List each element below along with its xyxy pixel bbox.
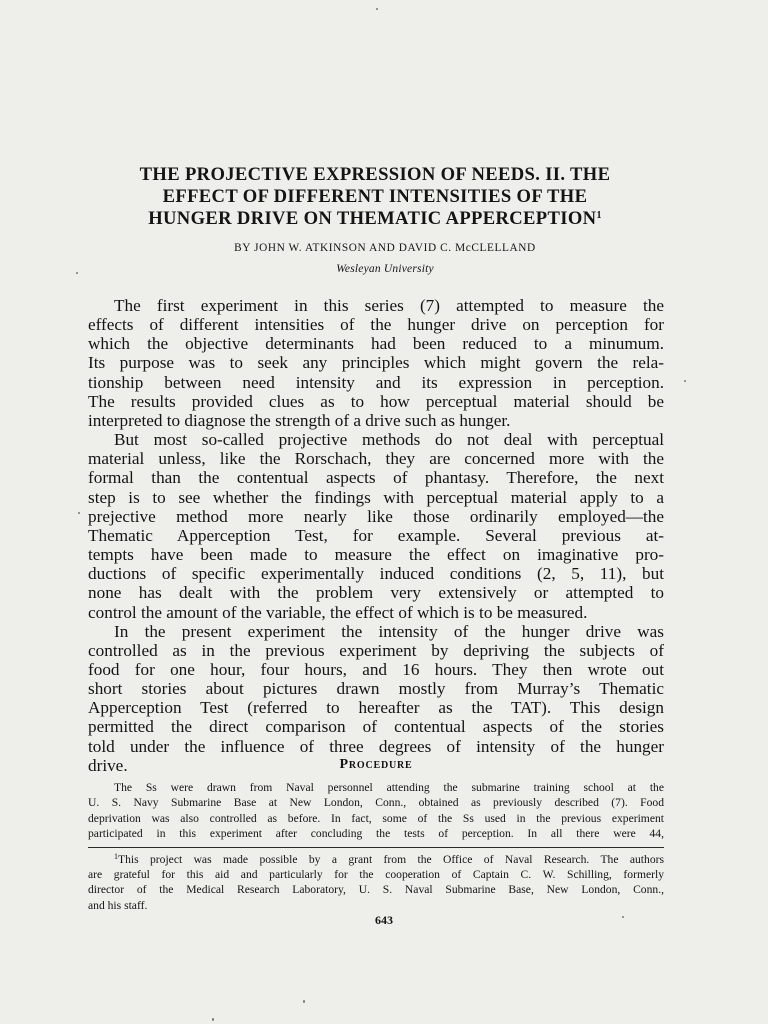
section-heading: Procedure bbox=[339, 757, 413, 772]
body-line: Apperception Test (referred to hereafter as the TAT). This design bbox=[88, 698, 664, 718]
title-line bbox=[80, 208, 670, 230]
scan-speck bbox=[78, 512, 80, 514]
body-line: But most so-called projective methods do not deal with perceptual bbox=[114, 430, 664, 450]
body-line: Thematic Apperception Test, for example. Several previous at- bbox=[88, 525, 664, 545]
body-line: short stories about pictures drawn mostly from Murray’s Thematic bbox=[88, 679, 664, 699]
procedure-line: deprivation was also controlled as before. In fact, some of the Ss used in the previous experiment bbox=[88, 811, 664, 825]
title-line: EFFECT OF DIFFERENT INTENSITIES OF THE bbox=[162, 186, 588, 207]
body-line: which the objective determinants had been reduced to a minumum. bbox=[88, 334, 664, 354]
body-line: food for one hour, four hours, and 16 hours. They then wrote out bbox=[88, 659, 664, 679]
author-affiliation: Wesleyan University bbox=[336, 263, 434, 275]
footnote-marker: 1 bbox=[114, 852, 118, 861]
body-line: drive. bbox=[88, 755, 128, 775]
body-line: control the amount of the variable, the effect of which is to be measured. bbox=[88, 602, 588, 622]
body-line: controlled as in the previous experiment by depriving the subjects of bbox=[88, 640, 664, 660]
body-line: tempts have been made to measure the effect on imaginative pro- bbox=[88, 545, 664, 565]
title-line-text: HUNGER DRIVE ON THEMATIC APPERCEPTION bbox=[148, 208, 597, 229]
scan-speck bbox=[212, 1018, 214, 1021]
body-line: Its purpose was to seek any principles which might govern the rela- bbox=[88, 353, 664, 373]
footnote-line-text: This project was made possible by a grant from the Office of Naval Research. The authors bbox=[118, 853, 664, 866]
procedure-line: U. S. Navy Submarine Base at New London, Conn., obtained as previously described (7). Food bbox=[88, 796, 664, 810]
footnote-divider bbox=[88, 847, 664, 848]
scan-speck bbox=[376, 8, 378, 10]
body-line: formal than the contentual aspects of phantasy. Therefore, the next bbox=[88, 468, 664, 488]
body-line: none has dealt with the problem very extensively or attempted to bbox=[88, 583, 664, 603]
body-line: ductions of specific experimentally induced conditions (2, 5, 11), but bbox=[88, 564, 664, 584]
body-line: told under the influence of three degrees of intensity of the hunger bbox=[88, 736, 664, 756]
body-line: The results provided clues as to how perceptual material should be bbox=[88, 391, 664, 411]
body-line: material unless, like the Rorschach, they are concerned more with the bbox=[88, 449, 664, 469]
scan-speck bbox=[684, 380, 686, 382]
body-line: step is to see whether the findings with perceptual material apply to a bbox=[88, 487, 664, 507]
procedure-line: The Ss were drawn from Naval personnel attending the submarine training school at the bbox=[114, 781, 664, 794]
procedure-line: participated in this experiment after concluding the tests of perception. In all there were 44, bbox=[88, 826, 664, 840]
procedure-paragraph bbox=[88, 780, 664, 841]
body-line: tionship between need intensity and its expression in perception. bbox=[88, 372, 664, 392]
scan-speck bbox=[76, 272, 78, 274]
footnote-line: and his staff. bbox=[88, 898, 148, 912]
footnote-line: are grateful for this aid and particularly for the cooperation of Captain C. W. Schilling, formerly bbox=[88, 868, 664, 882]
footnote-line: director of the Medical Research Laboratory, U. S. Naval Submarine Base, New London, Conn., bbox=[88, 883, 664, 897]
footnote bbox=[88, 852, 664, 913]
body-line: prejective method more nearly like those ordinarily employed—the bbox=[88, 506, 664, 526]
article-body bbox=[88, 296, 664, 775]
title-footnote-marker: 1 bbox=[596, 210, 602, 221]
body-line: The first experiment in this series (7) attempted to measure the bbox=[114, 296, 664, 315]
page-number: 643 bbox=[375, 913, 393, 927]
author-byline: BY JOHN W. ATKINSON AND DAVID C. McCLELLAND bbox=[234, 242, 536, 254]
body-line: In the present experiment the intensity of the hunger drive was bbox=[114, 621, 664, 641]
body-line: interpreted to diagnose the strength of a drive such as hunger. bbox=[88, 410, 511, 430]
title-line: THE PROJECTIVE EXPRESSION OF NEEDS. II. THE bbox=[139, 164, 611, 185]
body-line: effects of different intensities of the hunger drive on perception for bbox=[88, 315, 664, 335]
scan-speck bbox=[622, 916, 624, 918]
scan-speck bbox=[303, 1000, 305, 1003]
footnote-line bbox=[88, 852, 664, 867]
article-title bbox=[80, 164, 670, 230]
body-line: permitted the direct comparison of contentual aspects of the stories bbox=[88, 717, 664, 737]
